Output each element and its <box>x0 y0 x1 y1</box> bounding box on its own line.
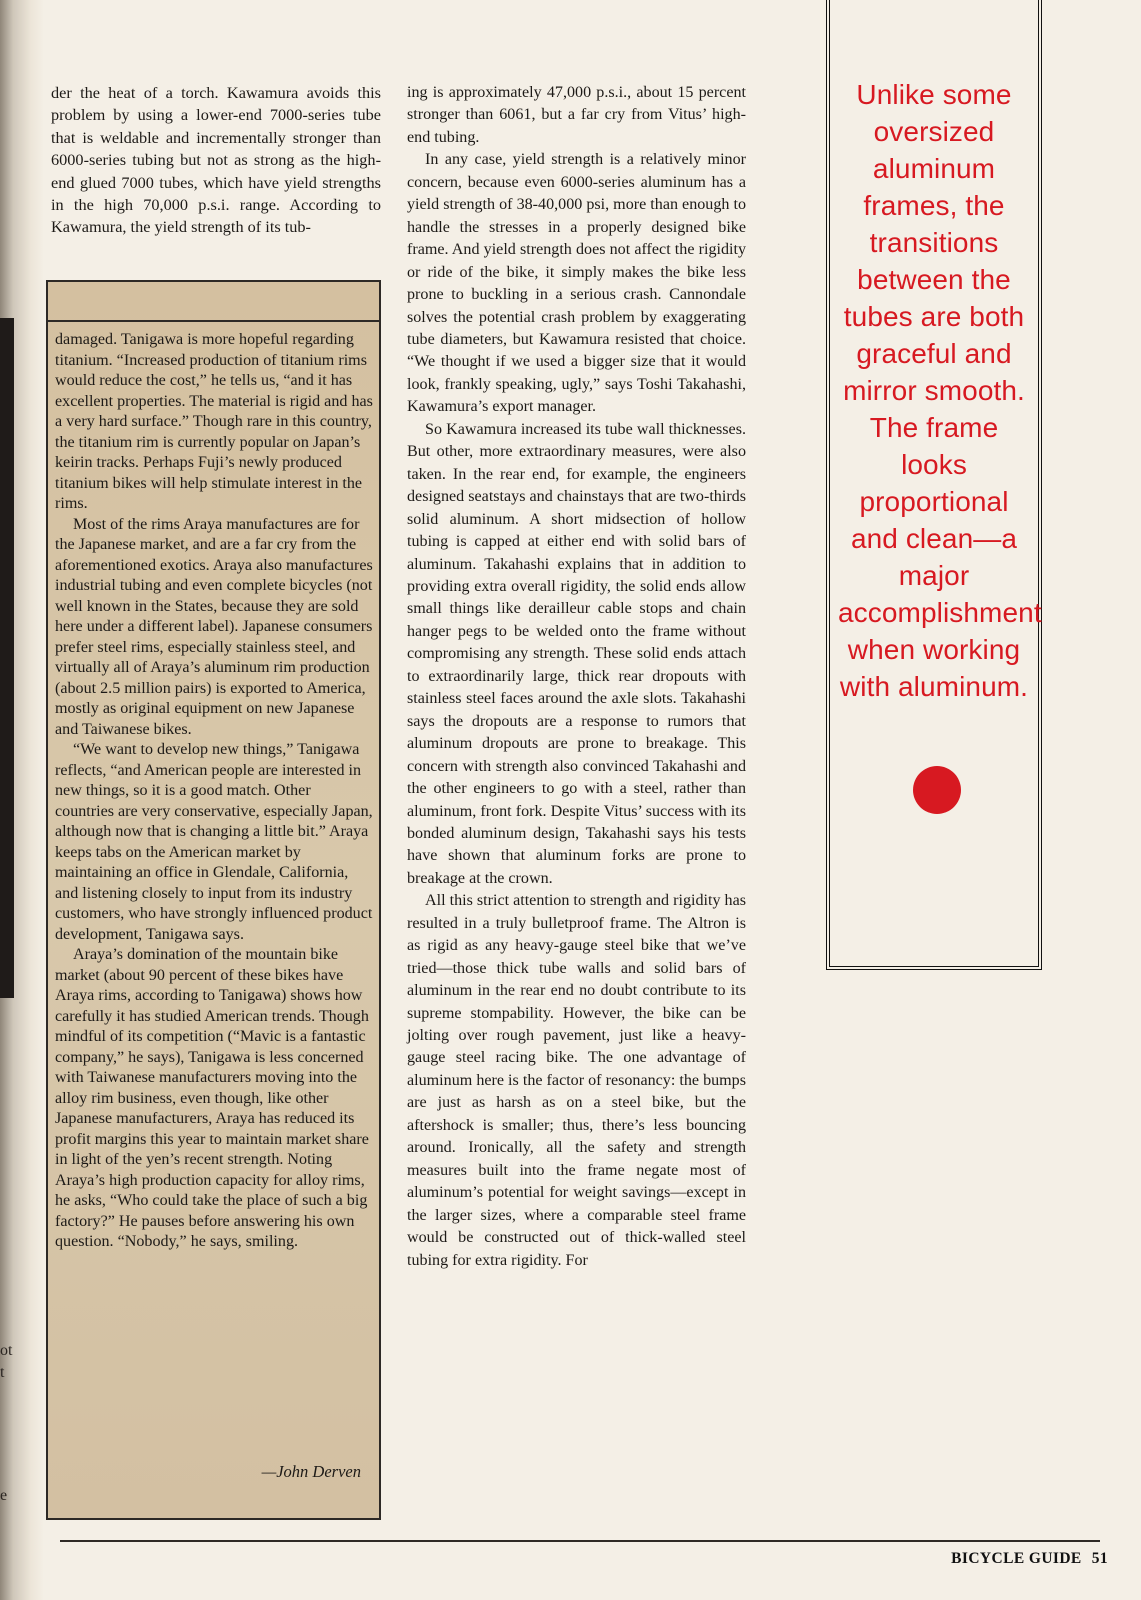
footer-label <box>951 1550 1108 1568</box>
sidebar-paragraph: damaged. Tanigawa is more hopeful regarding titanium. “Increased production of titanium rims would reduce the cost,” he tells us, “and it has excellent properties. The material is rigid and has a very hard surface.” Though rare in this country, the titanium rim is currently popular on Japan’s keirin tracks. Perhaps Fuji’s newly produced titanium bikes will help stimulate interest in the rims. <box>55 331 373 512</box>
gutter-dark-band <box>0 318 14 998</box>
sidebar-text <box>55 330 373 1253</box>
page-gutter <box>0 0 44 1600</box>
sidebar-top-rule <box>48 320 379 322</box>
page-number: 51 <box>1091 1550 1108 1567</box>
pull-quote-box <box>826 0 1042 970</box>
red-dot-bullet <box>913 766 961 814</box>
sidebar-paragraph: “We want to develop new things,” Tanigawa reflects, “and American people are interested in new things, so it is a good match. Other countries are very conservative, especially Japan, although now that is changing a little bit.” Araya keeps tabs on the American market by maintaining an office in Glendale, California, and listening closely to input from its industry customers, who have strongly influenced product development, Tanigawa says. <box>55 741 373 943</box>
right-column-paragraph: So Kawamura increased its tube wall thicknesses. But other, more extraordinary measures, were also taken. In the rear end, for example, the engineers designed seatstays and chainstays that are two-thirds solid aluminum. A short midsection of hollow tubing is capped at either end with solid bars of aluminum. Takahashi explains that in addition to providing extra overall rigidity, the solid ends allow small things like derailleur cable stops and chain hanger pegs to be welded onto the frame without compromising any strength. These solid ends attach to extraordinarily large, thick rear dropouts with stainless steel faces around the axle slots. Takahashi says the dropouts are a response to rumors that aluminum dropouts are prone to breakage. This concern with strength also convinced Takahashi and the other engineers to go with a steel, rather than aluminum, front fork. Despite Vitus’ success with its bonded aluminum design, Takahashi says his tests have shown that aluminum forks are prone to breakage at the crown. <box>407 420 746 887</box>
sidebar-paragraph: Araya’s domination of the mountain bike market (about 90 percent of these bikes have Araya rims, according to Tanigawa) shows how carefully it has studied American trends. Though mindful of its competition (“Mavic is a fantastic company,” he says), Tanigawa is less concerned with Taiwanese manufacturers moving into the alloy rim business, even though, like other Japanese manufacturers, Araya has reduced its profit margins this year to maintain market share in light of the yen’s recent strength. Noting Araya’s high production capacity for alloy rims, he asks, “Who could take the place of such a big factory?” He pauses before answering his own question. “Nobody,” he says, smiling. <box>55 946 369 1250</box>
gutter-fragment-a: ot <box>0 1342 13 1359</box>
right-column-paragraph: In any case, yield strength is a relatively minor concern, because even 6000-series aluminum has a yield strength of 38-40,000 psi, more than enough to handle the stresses in a properly designed bike frame. And yield strength does not affect the rigidity or ride of the bike, it simply makes the bike less prone to buckling in a serious crash. Cannondale solves the potential crash problem by exaggerating tube diameters, but Kawamura resisted that choice. “We thought if we used a bigger size that it would look, frankly speaking, ugly,” says Toshi Takahashi, Kawamura’s export manager. <box>407 151 746 416</box>
gutter-fragment-c: e <box>0 1487 8 1504</box>
left-column-top-text: der the heat of a torch. Kawamura avoids this problem by using a lower-end 7000-series tube that is weldable and incrementally stronger than 6000-series tubing but not as strong as the high-end glued 7000 tubes, which have yield strengths in the high 70,000 p.s.i. range. According to Kawamura, the yield strength of its tub- <box>51 83 381 237</box>
sidebar-byline: —John Derven <box>261 1462 361 1481</box>
footer-rule <box>60 1540 1100 1542</box>
pull-quote-text: Unlike some oversized aluminum frames, the transitions between the tubes are both graceful and mirror smooth. The frame looks proportional and clean—a major accomplishment when working with aluminum. <box>838 79 1042 702</box>
right-column-paragraph: All this strict attention to strength and rigidity has resulted in a truly bulletproof frame. The Altron is as rigid as any heavy-gauge steel bike that we’ve tried—those thick tube walls and solid bars of aluminum in the rear end no doubt contribute to its supreme stompability. However, the bike can be jolting over rough pavement, just like a heavy-gauge steel racing bike. The one advantage of aluminum here is the factor of resonancy: the bumps are just as harsh as on a steel bike, but the aftershock is smaller; thus, there’s less bouncing around. Ironically, all the safety and strength measures built into the frame negate most of aluminum’s potential for weight savings—except in the larger sizes, where a comparable steel frame would be constructed out of thick-walled steel tubing for extra rigidity. For <box>407 892 746 1269</box>
right-column-text <box>407 82 746 1272</box>
magazine-title: BICYCLE GUIDE <box>951 1550 1082 1567</box>
sidebar-box <box>46 280 381 1520</box>
right-column-paragraph: ing is approximately 47,000 p.s.i., about 15 percent stronger than 6061, but a far cry from Vitus’ high-end tubing. <box>407 84 746 146</box>
gutter-fragment-b: t <box>0 1364 5 1381</box>
sidebar-paragraph: Most of the rims Araya manufactures are for the Japanese market, and are a far cry from the aforementioned exotics. Araya also manufactures industrial tubing and even complete bicycles (not well known in the States, because they are sold here under a different label). Japanese consumers prefer steel rims, especially stainless steel, and virtually all of Araya’s aluminum rim production (about 2.5 million pairs) is exported to America, mostly as original equipment on new Japanese and Taiwanese bikes. <box>55 515 373 738</box>
